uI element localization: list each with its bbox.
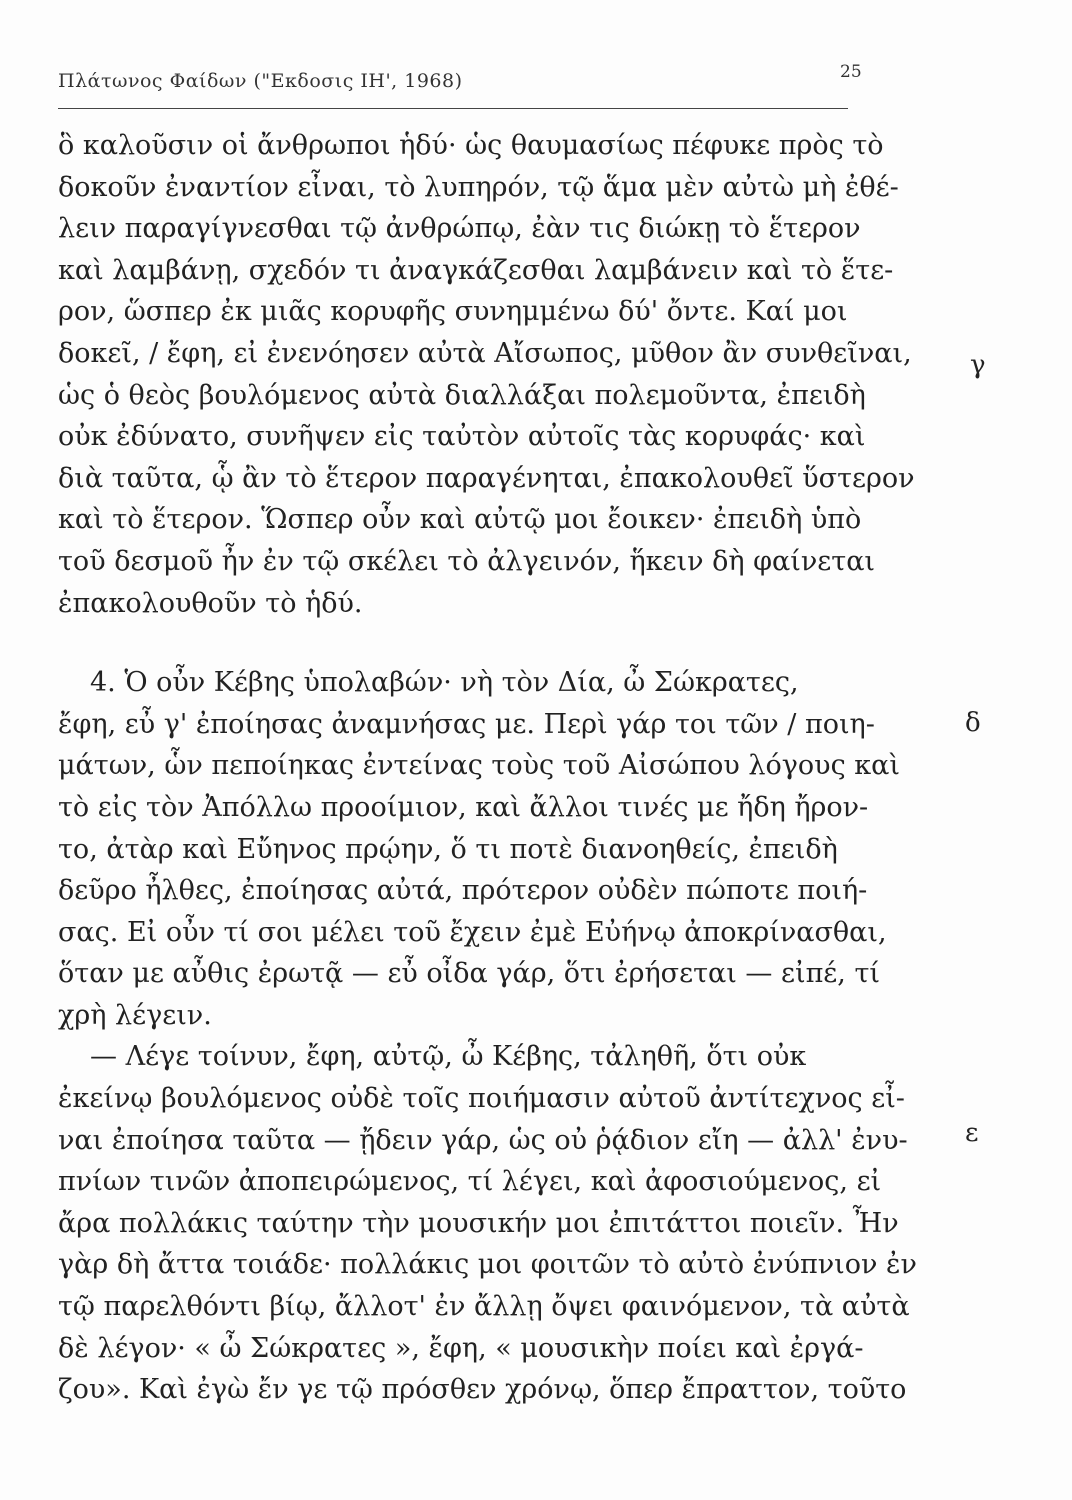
text-line: ἐκείνῳ βουλόμενος οὐδὲ τοῖς ποιήμασιν αὐτοῦ ἀντίτεχνος εἶ- <box>58 1083 905 1115</box>
text-line: δὲ λέγον· « ὦ Σώκρατες », ἔφη, « μουσικὴν ποίει καὶ ἐργά- <box>58 1332 864 1364</box>
text-line: τῷ παρελθόντι βίῳ, ἄλλοτ' ἐν ἄλλῃ ὄψει φαινόμενον, τὰ αὐτὰ <box>58 1291 910 1323</box>
running-header: Πλάτωνος Φαίδων ("Εκδοσις ΙΗ', 1968) <box>58 70 463 92</box>
text-line: πνίων τινῶν ἀποπειρώμενος, τί λέγει, καὶ ἀφοσιούμενος, εἰ <box>58 1166 882 1198</box>
text-line: δοκοῦν ἐναντίον εἶναι, τὸ λυπηρόν, τῷ ἅμα μὲν αὐτὼ μὴ ἐθέ- <box>58 171 899 203</box>
text-line: διὰ ταῦτα, ᾧ ἂν τὸ ἕτερον παραγένηται, ἐπακολουθεῖ ὕστερον <box>58 462 915 494</box>
text-line: ἐπακολουθοῦν τὸ ἡδύ. <box>58 587 363 619</box>
text-line: σας. Εἰ οὖν τί σοι μέλει τοῦ ἔχειν ἐμὲ Εὐήνῳ ἀποκρίνασθαι, <box>58 916 887 948</box>
text-line: λειν παραγίγνεσθαι τῷ ἀνθρώπῳ, ἐὰν τις διώκῃ τὸ ἕτερον <box>58 213 861 245</box>
text-line: ζου». Καὶ ἐγὼ ἔν γε τῷ πρόσθεν χρόνῳ, ὅπερ ἔπραττον, τοῦτο <box>58 1374 907 1406</box>
text-line: ὅταν με αὖθις ἐρωτᾷ — εὖ οἶδα γάρ, ὅτι ἐρήσεται — εἰπέ, τί <box>58 958 880 990</box>
text-line: δεῦρο ἦλθες, ἐποίησας αὐτά, πρότερον οὐδὲν πώποτε ποιή- <box>58 875 868 907</box>
text-line: χρὴ λέγειν. <box>58 999 212 1031</box>
text-line: ἄρα πολλάκις ταύτην τὴν μουσικήν μοι ἐπιτάττοι ποιεῖν. Ἦν <box>58 1207 899 1239</box>
text-line: μάτων, ὧν πεποίηκας ἐντείνας τοὺς τοῦ Αἰσώπου λόγους καὶ <box>58 750 900 782</box>
text-line: ὡς ὁ θεὸς βουλόμενος αὐτὰ διαλλάξαι πολεμοῦντα, ἐπειδὴ <box>58 379 866 411</box>
paragraph-2 <box>58 662 917 1411</box>
text-line: ναι ἐποίησα ταῦτα — ᾔδειν γάρ, ὡς οὐ ῥᾴδιον εἴη — ἀλλ' ἐνυ- <box>58 1124 908 1156</box>
text-line: — Λέγε τοίνυν, ἔφη, αὐτῷ, ὦ Κέβης, τἀληθῆ, ὅτι οὐκ <box>90 1041 807 1073</box>
main-text <box>58 125 917 1411</box>
text-line: το, ἀτὰρ καὶ Εὔηνος πρῴην, ὅ τι ποτὲ διανοηθείς, ἐπειδὴ <box>58 833 838 865</box>
text-line: καὶ λαμβάνῃ, σχεδόν τι ἀναγκάζεσθαι λαμβάνειν καὶ τὸ ἕτε- <box>58 254 894 286</box>
paragraph-1 <box>58 125 915 624</box>
text-line: τὸ εἰς τὸν Ἀπόλλω προοίμιον, καὶ ἄλλοι τινές με ἤδη ἤρον- <box>58 791 869 823</box>
text-line: 4. Ὁ οὖν Κέβης ὑπολαβών· νὴ τὸν Δία, ὦ Σώκρατες, <box>90 667 799 699</box>
text-line: τοῦ δεσμοῦ ἦν ἐν τῷ σκέλει τὸ ἀλγεινόν, ἥκειν δὴ φαίνεται <box>58 545 876 577</box>
margin-section-marker-delta: δ <box>965 708 981 738</box>
text-line: ὃ καλοῦσιν οἱ ἄνθρωποι ἡδύ· ὡς θαυμασίως πέφυκε πρὸς τὸ <box>58 130 884 161</box>
text-line: δοκεῖ, / ἔφη, εἰ ἐνενόησεν αὐτὰ Αἴσωπος, μῦθον ἂν συνθεῖναι, <box>58 337 912 369</box>
margin-section-marker-gamma: γ <box>970 350 986 380</box>
text-line: γὰρ δὴ ἄττα τοιάδε· πολλάκις μοι φοιτῶν τὸ αὐτὸ ἐνύπνιον ἐν <box>58 1249 917 1281</box>
text-line: οὐκ ἐδύνατο, συνῆψεν εἰς ταὐτὸν αὐτοῖς τὰς κορυφάς· καὶ <box>58 421 866 453</box>
page-number: 25 <box>840 62 862 82</box>
text-line: ρον, ὥσπερ ἐκ μιᾶς κορυφῆς συνημμένω δύ' ὄντε. Καί μοι <box>58 296 848 328</box>
margin-section-marker-epsilon: ε <box>965 1118 979 1148</box>
text-line: ἔφη, εὖ γ' ἐποίησας ἀναμνήσας με. Περὶ γάρ τοι τῶν / ποιη- <box>58 708 875 740</box>
text-line: καὶ τὸ ἕτερον. Ὥσπερ οὖν καὶ αὐτῷ μοι ἔοικεν· ἐπειδὴ ὑπὸ <box>58 504 862 536</box>
header-rule <box>58 108 848 109</box>
